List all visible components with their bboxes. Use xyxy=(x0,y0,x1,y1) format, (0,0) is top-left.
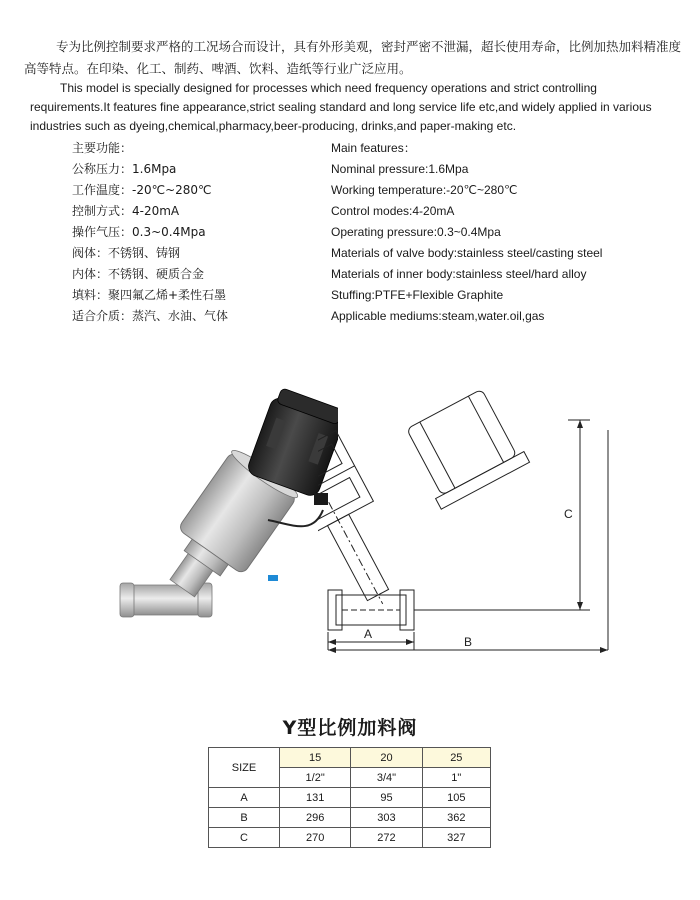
size-dn-cell: 15 xyxy=(280,748,351,768)
table-row xyxy=(209,828,491,848)
valve-product-photo xyxy=(118,385,338,650)
feature-item-cn: 适合介质：蒸汽、水油、气体 xyxy=(72,309,229,323)
feature-item-cn: 填料：聚四氟乙烯+柔性石墨 xyxy=(72,288,227,302)
valve-dimension-drawing xyxy=(318,390,618,655)
value-cell: 296 xyxy=(280,808,351,828)
value-cell: 131 xyxy=(280,788,351,808)
feature-item-cn: 操作气压：0.3~0.4Mpa xyxy=(72,225,206,239)
intro-english: This model is specially designed for processes which need frequency operations and strict controlling requirements.It features fine appearance,strict sealing standard and long service life etc,and widely applied in various industries such as dyeing,chemical,pharmacy,beer-producing, drinks,and paper-making etc. xyxy=(30,81,652,133)
features-list-english xyxy=(331,138,671,327)
size-label-cell: SIZE xyxy=(209,748,280,788)
value-cell: 303 xyxy=(351,808,422,828)
feature-item-en: Operating pressure:0.3~0.4Mpa xyxy=(331,225,501,239)
size-inch-cell: 1" xyxy=(422,768,490,788)
value-cell: 272 xyxy=(351,828,422,848)
row-label-cell: B xyxy=(209,808,280,828)
feature-item-cn: 工作温度：-20℃~280℃ xyxy=(72,183,212,197)
feature-item-en: Working temperature:-20℃~280℃ xyxy=(331,183,518,197)
dimension-label-c: C xyxy=(564,507,573,521)
size-dn-cell: 20 xyxy=(351,748,422,768)
feature-item-cn: 公称压力：1.6Mpa xyxy=(72,162,177,176)
dimension-label-b: B xyxy=(464,635,473,649)
feature-item-en: Control modes:4-20mA xyxy=(331,204,455,218)
row-label-cell: C xyxy=(209,828,280,848)
table-title: Y型比例加料阀 xyxy=(282,717,418,739)
value-cell: 270 xyxy=(280,828,351,848)
row-label-cell: A xyxy=(209,788,280,808)
size-dn-cell: 25 xyxy=(422,748,490,768)
dimension-label-a: A xyxy=(364,627,373,641)
features-list-chinese xyxy=(72,138,322,327)
feature-heading-en: Main features： xyxy=(331,141,416,155)
value-cell: 362 xyxy=(422,808,490,828)
feature-item-en: Materials of inner body:stainless steel/hard alloy xyxy=(331,267,587,281)
table-row xyxy=(209,808,491,828)
feature-item-en: Applicable mediums:steam,water.oil,gas xyxy=(331,309,545,323)
dimension-table xyxy=(208,747,491,848)
feature-item-en: Materials of valve body:stainless steel/casting steel xyxy=(331,246,603,260)
feature-item-cn: 阀体：不锈钢、铸钢 xyxy=(72,246,181,260)
feature-item-cn: 控制方式：4-20mA xyxy=(72,204,180,218)
feature-item-en: Stuffing:PTFE+Flexible Graphite xyxy=(331,288,504,302)
intro-chinese: 专为比例控制要求严格的工况场合而设计，具有外形美观，密封严密不泄漏，超长使用寿命，比例加热加料精准度高等特点。在印染、化工、制药、啤酒、饮料、造纸等行业广泛应用。 xyxy=(24,39,682,76)
value-cell: 327 xyxy=(422,828,490,848)
value-cell: 105 xyxy=(422,788,490,808)
size-inch-cell: 1/2" xyxy=(280,768,351,788)
feature-heading-cn: 主要功能： xyxy=(72,141,133,155)
feature-item-en: Nominal pressure:1.6Mpa xyxy=(331,162,469,176)
feature-item-cn: 内体：不锈钢、硬质合金 xyxy=(72,267,205,281)
size-inch-cell: 3/4" xyxy=(351,768,422,788)
value-cell: 95 xyxy=(351,788,422,808)
table-row xyxy=(209,748,491,768)
table-row xyxy=(209,788,491,808)
